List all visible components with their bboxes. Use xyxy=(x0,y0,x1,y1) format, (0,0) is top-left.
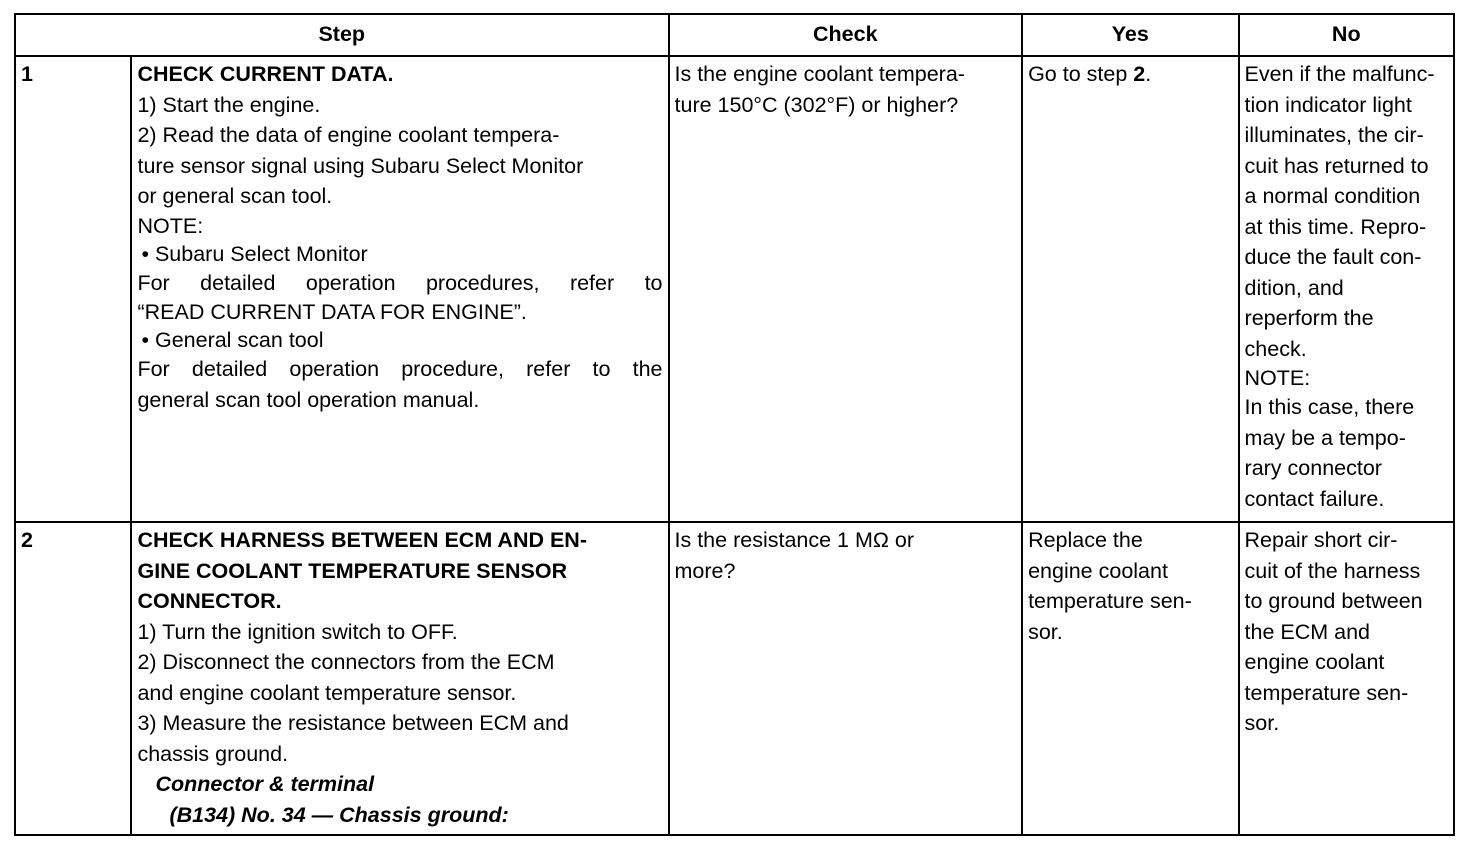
yes-text: Go to step xyxy=(1028,62,1134,86)
step-instruction: ture sensor signal using Subaru Select Monitor xyxy=(137,153,584,178)
step-title: CONNECTOR. xyxy=(137,589,282,613)
no-text: the ECM and xyxy=(1244,619,1371,644)
step-instruction: 2) Read the data of engine coolant tempera- xyxy=(137,123,560,147)
no-text: cuit of the harness xyxy=(1244,558,1421,583)
note-text: For detailed operation procedures, refer to xyxy=(137,270,663,295)
header-step: Step xyxy=(15,14,669,56)
step-description xyxy=(131,522,668,835)
note-text: rary connector xyxy=(1244,456,1382,480)
step-instruction: 1) Start the engine. xyxy=(137,92,321,117)
no-cell xyxy=(1239,522,1454,835)
no-text: Repair short cir- xyxy=(1244,528,1398,552)
note-text: “READ CURRENT DATA FOR ENGINE”. xyxy=(137,300,527,324)
check-text: ture 150°C (302°F) or higher? xyxy=(674,92,959,117)
no-text: duce the fault con- xyxy=(1244,245,1422,269)
step-instruction: or general scan tool. xyxy=(137,184,333,208)
no-text: check. xyxy=(1244,336,1307,361)
yes-cell xyxy=(1022,56,1238,522)
check-text: Is the resistance 1 MΩ or xyxy=(674,528,915,552)
connector-label: Connector & terminal xyxy=(155,772,375,796)
bullet-item: • General scan tool xyxy=(141,328,324,352)
no-text: tion indicator light xyxy=(1244,92,1412,117)
no-text: illuminates, the cir- xyxy=(1244,123,1424,147)
note-text: contact failure. xyxy=(1244,486,1385,511)
no-text: dition, and xyxy=(1244,275,1344,300)
no-text: Even if the malfunc- xyxy=(1244,62,1435,86)
no-text: cuit has returned to xyxy=(1244,153,1429,178)
diagnostic-table xyxy=(14,13,1455,836)
step-title: GINE COOLANT TEMPERATURE SENSOR xyxy=(137,558,568,583)
note-label: NOTE: xyxy=(1244,366,1311,390)
yes-text: temperature sen- xyxy=(1028,589,1192,613)
step-instruction: 1) Turn the ignition switch to OFF. xyxy=(137,619,458,644)
yes-text: sor. xyxy=(1028,619,1063,644)
no-text: a normal condition xyxy=(1244,184,1421,208)
bullet-item: • Subaru Select Monitor xyxy=(141,241,368,266)
no-text: at this time. Repro- xyxy=(1244,214,1427,239)
no-text: engine coolant xyxy=(1244,650,1385,674)
check-text: Is the engine coolant tempera- xyxy=(674,62,965,86)
step-instruction: and engine coolant temperature sensor. xyxy=(137,680,517,705)
header-no: No xyxy=(1239,14,1454,56)
no-text: temperature sen- xyxy=(1244,680,1409,705)
check-text: more? xyxy=(674,558,736,583)
no-text: sor. xyxy=(1244,711,1280,735)
step-title: CHECK HARNESS BETWEEN ECM AND EN- xyxy=(137,528,587,552)
check-cell xyxy=(669,522,1023,835)
table-row-step-1 xyxy=(15,56,1454,522)
note-label: NOTE: xyxy=(137,213,204,238)
step-number: 1 xyxy=(15,56,131,522)
no-cell xyxy=(1239,56,1454,522)
step-instruction: 2) Disconnect the connectors from the ECM xyxy=(137,650,555,674)
yes-text: engine coolant xyxy=(1028,558,1168,583)
yes-text: . xyxy=(1145,62,1152,86)
no-text: to ground between xyxy=(1244,589,1423,613)
header-check: Check xyxy=(669,14,1023,56)
note-text: may be a tempo- xyxy=(1244,425,1406,450)
note-text: In this case, there xyxy=(1244,395,1415,419)
connector-value: (B134) No. 34 — Chassis ground: xyxy=(169,802,509,827)
step-instruction: 3) Measure the resistance between ECM and xyxy=(137,711,569,735)
check-cell xyxy=(669,56,1023,522)
no-text: reperform the xyxy=(1244,306,1374,330)
yes-step-link[interactable]: 2 xyxy=(1133,62,1146,86)
header-yes: Yes xyxy=(1022,14,1238,56)
step-description xyxy=(131,56,668,522)
step-number: 2 xyxy=(15,522,131,835)
table-row-step-2 xyxy=(15,522,1454,835)
step-instruction: chassis ground. xyxy=(137,741,289,766)
header-row xyxy=(15,14,1454,56)
yes-cell xyxy=(1022,522,1238,835)
note-text: general scan tool operation manual. xyxy=(137,387,480,412)
note-text: For detailed operation procedure, refer to the xyxy=(137,357,663,381)
yes-text: Replace the xyxy=(1028,528,1143,552)
step-title: CHECK CURRENT DATA. xyxy=(137,62,394,86)
